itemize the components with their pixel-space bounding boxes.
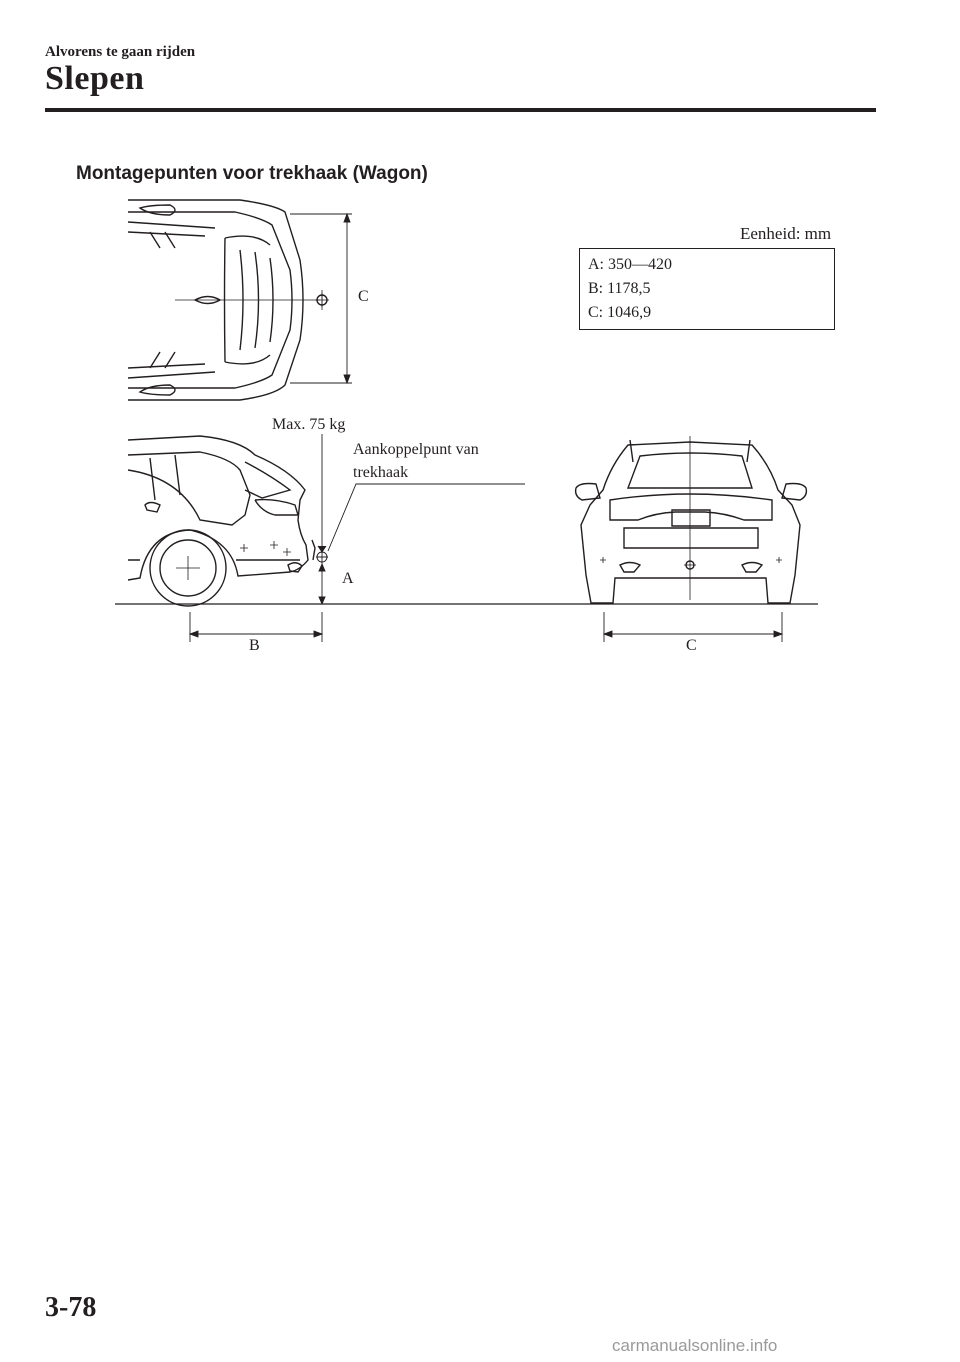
- top-view-dimension-c: [290, 214, 352, 383]
- spec-box: [579, 248, 835, 330]
- side-view-car: [128, 436, 315, 606]
- breadcrumb: Alvorens te gaan rijden: [45, 44, 196, 60]
- coupling-label-line1: Aankoppelpunt van: [353, 441, 479, 458]
- watermark: carmanualsonline.info: [612, 1336, 778, 1355]
- section-heading: Montagepunten voor trekhaak (Wagon): [76, 163, 428, 184]
- coupling-label-line2: trekhaak: [353, 464, 409, 481]
- dimension-a: [319, 563, 325, 604]
- dimension-b-label: B: [249, 637, 260, 654]
- spec-b: B: 1178,5: [588, 280, 651, 297]
- rear-dimension-c-label: C: [686, 637, 697, 654]
- top-view-dim-label: C: [358, 288, 369, 305]
- top-view-car: [128, 200, 329, 400]
- spec-c: C: 1046,9: [588, 304, 652, 321]
- dimension-a-label: A: [342, 570, 354, 587]
- unit-label: Eenheid: mm: [740, 224, 832, 243]
- page-title: Slepen: [45, 60, 145, 97]
- spec-a: A: 350—420: [588, 256, 672, 273]
- rear-view-car: [576, 436, 807, 603]
- max-load-label: Max. 75 kg: [272, 416, 346, 433]
- page-number: 3-78: [45, 1292, 97, 1323]
